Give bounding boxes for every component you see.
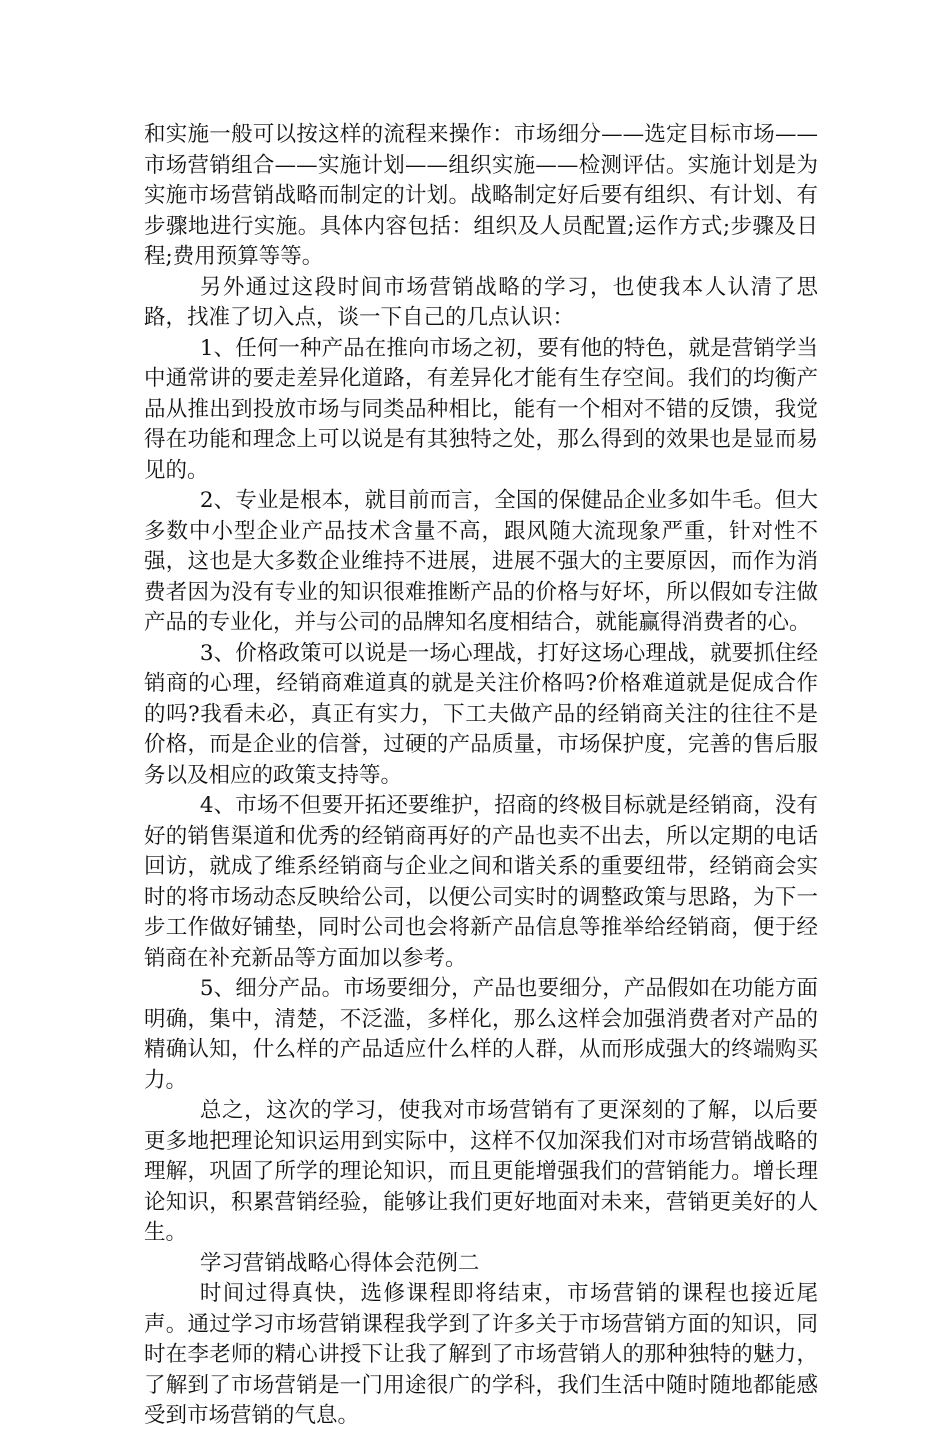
paragraph-intro: 另外通过这段时间市场营销战略的学习，也使我本人认清了思路，找准了切入点，谈一下自己的几点认识： — [144, 274, 818, 330]
paragraph-continuation: 和实施一般可以按这样的流程来操作：市场细分——选定目标市场——市场营销组合——实施计划——组织实施——检测评估。实施计划是为实施市场营销战略而制定的计划。战略制定好后要有组织、有计划、有步骤地进行实施。具体内容包括：组织及人员配置;运作方式;步骤及日程;费用预算等等。 — [144, 122, 818, 269]
paragraph-point-3: 3、价格政策可以说是一场心理战，打好这场心理战，就要抓住经销商的心理，经销商难道真的就是关注价格吗?价格难道就是促成合作的吗?我看未必，真正有实力，下工夫做产品的经销商关注的往往不是价格，而是企业的信誉，过硬的产品质量，市场保护度，完善的售后服务以及相应的政策支持等。 — [144, 640, 818, 788]
paragraph-point-1: 1、任何一种产品在推向市场之初，要有他的特色，就是营销学当中通常讲的要走差异化道路，有差异化才能有生存空间。我们的均衡产品从推出到投放市场与同类品种相比，能有一个相对不错的反馈，我觉得在功能和理念上可以说是有其独特之处，那么得到的效果也是显而易见的。 — [144, 335, 818, 483]
section-paragraph: 时间过得真快，选修课程即将结束，市场营销的课程也接近尾声。通过学习市场营销课程我学到了许多关于市场营销方面的知识，同时在李老师的精心讲授下让我了解到了市场营销人的那种独特的魅力，了解到了市场营销是一门用途很广的学科，我们生活中随时随地都能感受到市场营销的气息。 — [144, 1281, 818, 1428]
paragraph-point-4: 4、市场不但要开拓还要维护，招商的终极目标就是经销商，没有好的销售渠道和优秀的经销商再好的产品也卖不出去，所以定期的电话回访，就成了维系经销商与企业之间和谐关系的重要纽带，经销商会实时的将市场动态反映给公司，以便公司实时的调整政策与思路，为下一步工作做好铺垫，同时公司也会将新产品信息等推举给经销商，便于经销商在补充新品等方面加以参考。 — [144, 793, 818, 971]
paragraph-point-5: 5、细分产品。市场要细分，产品也要细分，产品假如在功能方面明确，集中，清楚，不泛滥，多样化，那么这样会加强消费者对产品的精确认知，什么样的产品适应什么样的人群，从而形成强大的终端购买力。 — [144, 976, 818, 1093]
paragraph-summary: 总之，这次的学习，使我对市场营销有了更深刻的了解，以后要更多地把理论知识运用到实际中，这样不仅加深我们对市场营销战略的理解，巩固了所学的理论知识，而且更能增强我们的营销能力。增长理论知识，积累营销经验，能够让我们更好地面对未来，营销更美好的人生。 — [144, 1098, 818, 1245]
section-heading: 学习营销战略心得体会范例二 — [199, 1250, 480, 1276]
paragraph-point-2: 2、专业是根本，就目前而言，全国的保健品企业多如牛毛。但大多数中小型企业产品技术含量不高，跟风随大流现象严重，针对性不强，这也是大多数企业维持不进展，进展不强大的主要原因，而作为消费者因为没有专业的知识很难推断产品的价格与好坏，所以假如专注做产品的专业化，并与公司的品牌知名度相结合，就能赢得消费者的心。 — [144, 488, 818, 635]
document-page — [144, 120, 818, 1432]
